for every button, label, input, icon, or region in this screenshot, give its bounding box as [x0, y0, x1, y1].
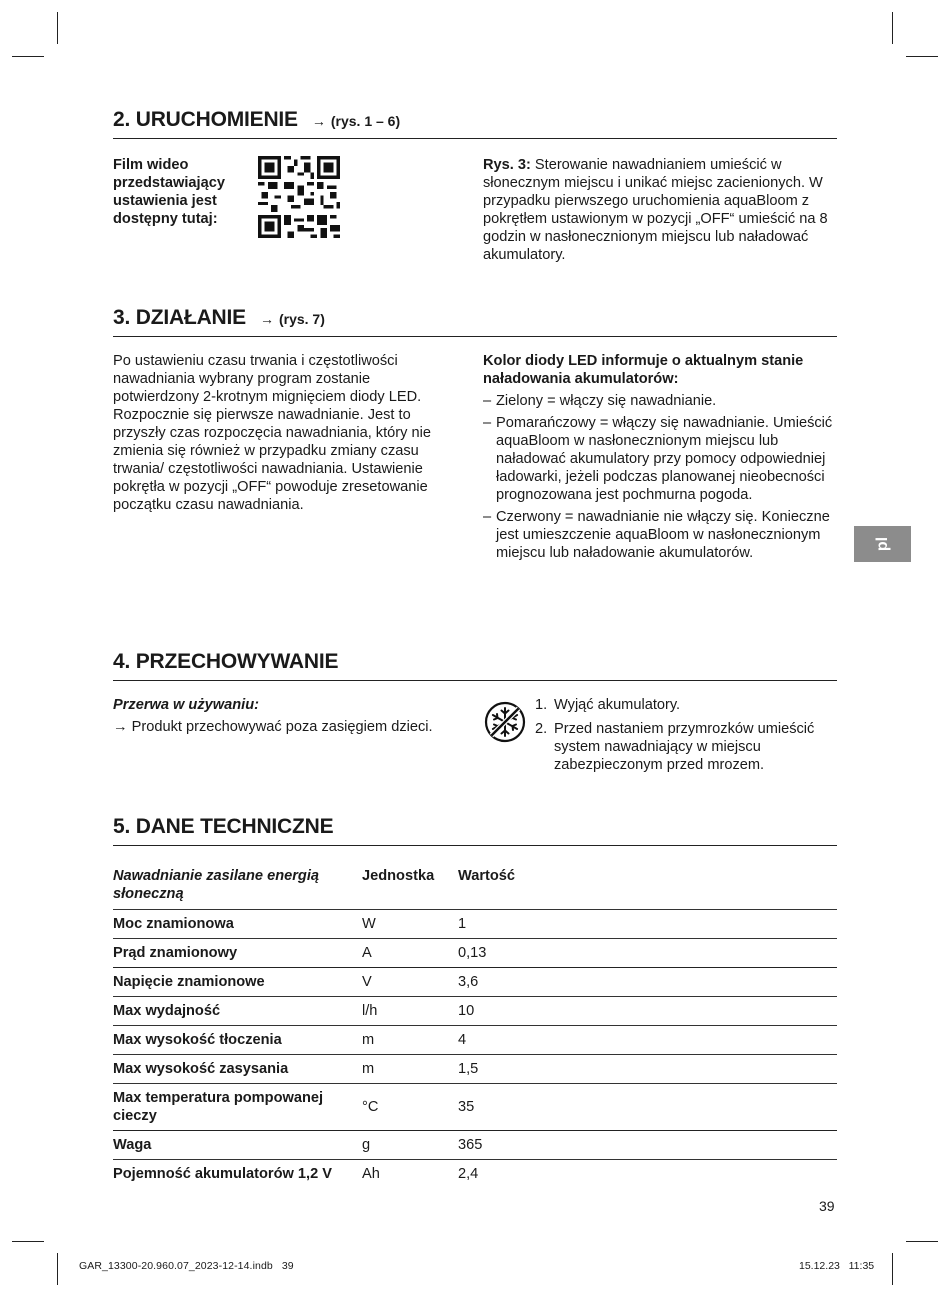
section-header [113, 815, 837, 846]
dzialanie-paragraph: Po ustawieniu czasu trwania i częstotliwości nawadniania wybrany program zostanie potwierdzony 2-krotnym mignięciem diody LED. Rozpocznie się pierwsze nawadnianie. Jest to przyszły czas rozpoczęcia nawadniania, który nie zmienia się również w przypadku zmiany czasu trwania/ częstotliwości nawadniania. Ustawienie pokrętła w pozycji „OFF“ powoduje zresetowanie początku czasu nawadniania. [113, 353, 431, 513]
section-uruchomienie [113, 108, 837, 268]
crop-mark [906, 56, 938, 57]
table-row: Max temperatura pompowanej cieczy °C 35 [113, 1084, 837, 1131]
storage-step-list [535, 696, 837, 774]
column-header: Wartość [458, 868, 516, 884]
led-list [483, 392, 837, 562]
section-title: 2. URUCHOMIENIE [113, 108, 298, 131]
list-item: 1. Wyjąć akumulatory. [535, 697, 681, 713]
crop-mark [12, 1241, 44, 1242]
rys3-text: Rys. 3: Sterowanie nawadnianiem umieścić w słonecznym miejscu i unikać miejsc zacienionych. W przypadku pierwszego uruchomienia aquaBloom z pokrętłem ustawionym w pozycji „OFF“ umieścić na 8 godzin w nasłonecznionym miejscu lub naładować akumulatory. [483, 157, 828, 263]
list-item: 2. Przed nastaniem przymrozków umieścić system nawadniający w miejscu zabezpieczonym przed mrozem. [535, 721, 815, 773]
qr-code-icon[interactable] [258, 156, 340, 238]
table-row: Moc znamionowa W 1 [113, 910, 837, 939]
figure-reference: → (rys. 1 – 6) [311, 113, 401, 129]
column-header: Nawadnianie zasilane energią słoneczną [113, 868, 320, 902]
table-row: Napięcie znamionowe V 3,6 [113, 968, 837, 997]
video-text: Film wideo przedstawiający ustawienia jest dostępny tutaj: [113, 157, 225, 227]
crop-mark [12, 56, 44, 57]
section-title: 3. DZIAŁANIE [113, 306, 246, 329]
page-number: 39 [819, 1198, 835, 1214]
list-item: – Czerwony = nawadnianie nie włączy się. Konieczne jest umieszczenie aquaBloom w nasłonecznionym miejscu lub naładowanie akumulatorów. [483, 509, 830, 561]
column-header: Jednostka [362, 868, 435, 884]
section-header [113, 650, 837, 681]
table-row: Pojemność akumulatorów 1,2 V Ah 2,4 [113, 1160, 837, 1189]
table-row: Max wysokość tłoczenia m 4 [113, 1026, 837, 1055]
tech-data-table [113, 867, 837, 1188]
footer-file: GAR_13300-20.960.07_2023-12-14.indb 39 [79, 1260, 294, 1272]
section-title: 4. PRZECHOWYWANIE [113, 650, 339, 673]
table-row: Max wysokość zasysania m 1,5 [113, 1055, 837, 1084]
list-item: – Zielony = włączy się nawadnianie. [483, 393, 717, 409]
language-tab [854, 526, 911, 562]
table-row: Max wydajność l/h 10 [113, 997, 837, 1026]
crop-mark [57, 1253, 58, 1285]
table-row: Prąd znamionowy A 0,13 [113, 939, 837, 968]
frost-protection-icon [483, 700, 527, 744]
table-header-row [113, 867, 837, 910]
arrow-right-icon: → [311, 113, 326, 129]
section-przechowywanie [113, 650, 837, 790]
rys3-label: Rys. 3: [483, 157, 531, 173]
crop-mark [892, 1253, 893, 1285]
crop-mark [892, 12, 893, 44]
figure-reference: → (rys. 7) [259, 311, 325, 327]
break-label: Przerwa w używaniu: [113, 697, 259, 713]
arrow-right-icon: → [259, 311, 274, 327]
led-info [483, 352, 837, 566]
section-header [113, 108, 837, 139]
section-dzialanie [113, 306, 837, 606]
storage-steps [483, 696, 837, 780]
crop-mark [906, 1241, 938, 1242]
crop-mark [57, 12, 58, 44]
list-item: – Pomarańczowy = włączy się nawadnianie. Umieścić aquaBloom w nasłonecznionym miejscu lub naładować akumulatory przy pomocy odpowiedniej ładowarki, jeżeli podczas planowanej nieobecności prognozowana jest pochmurna pogoda. [483, 415, 833, 503]
storage-break [113, 696, 463, 736]
led-heading: Kolor diody LED informuje o aktualnym stanie naładowania akumulatorów: [483, 353, 804, 387]
language-tab-label: pl [873, 536, 891, 552]
section-title: 5. DANE TECHNICZNE [113, 815, 334, 838]
section-header [113, 306, 837, 337]
table-row: Waga g 365 [113, 1131, 837, 1160]
break-text: → Produkt przechowywać poza zasięgiem dzieci. [113, 719, 433, 735]
footer-datetime: 15.12.23 11:35 [799, 1260, 875, 1272]
arrow-right-icon: → [113, 719, 128, 735]
section-dane-techniczne [113, 815, 837, 1195]
